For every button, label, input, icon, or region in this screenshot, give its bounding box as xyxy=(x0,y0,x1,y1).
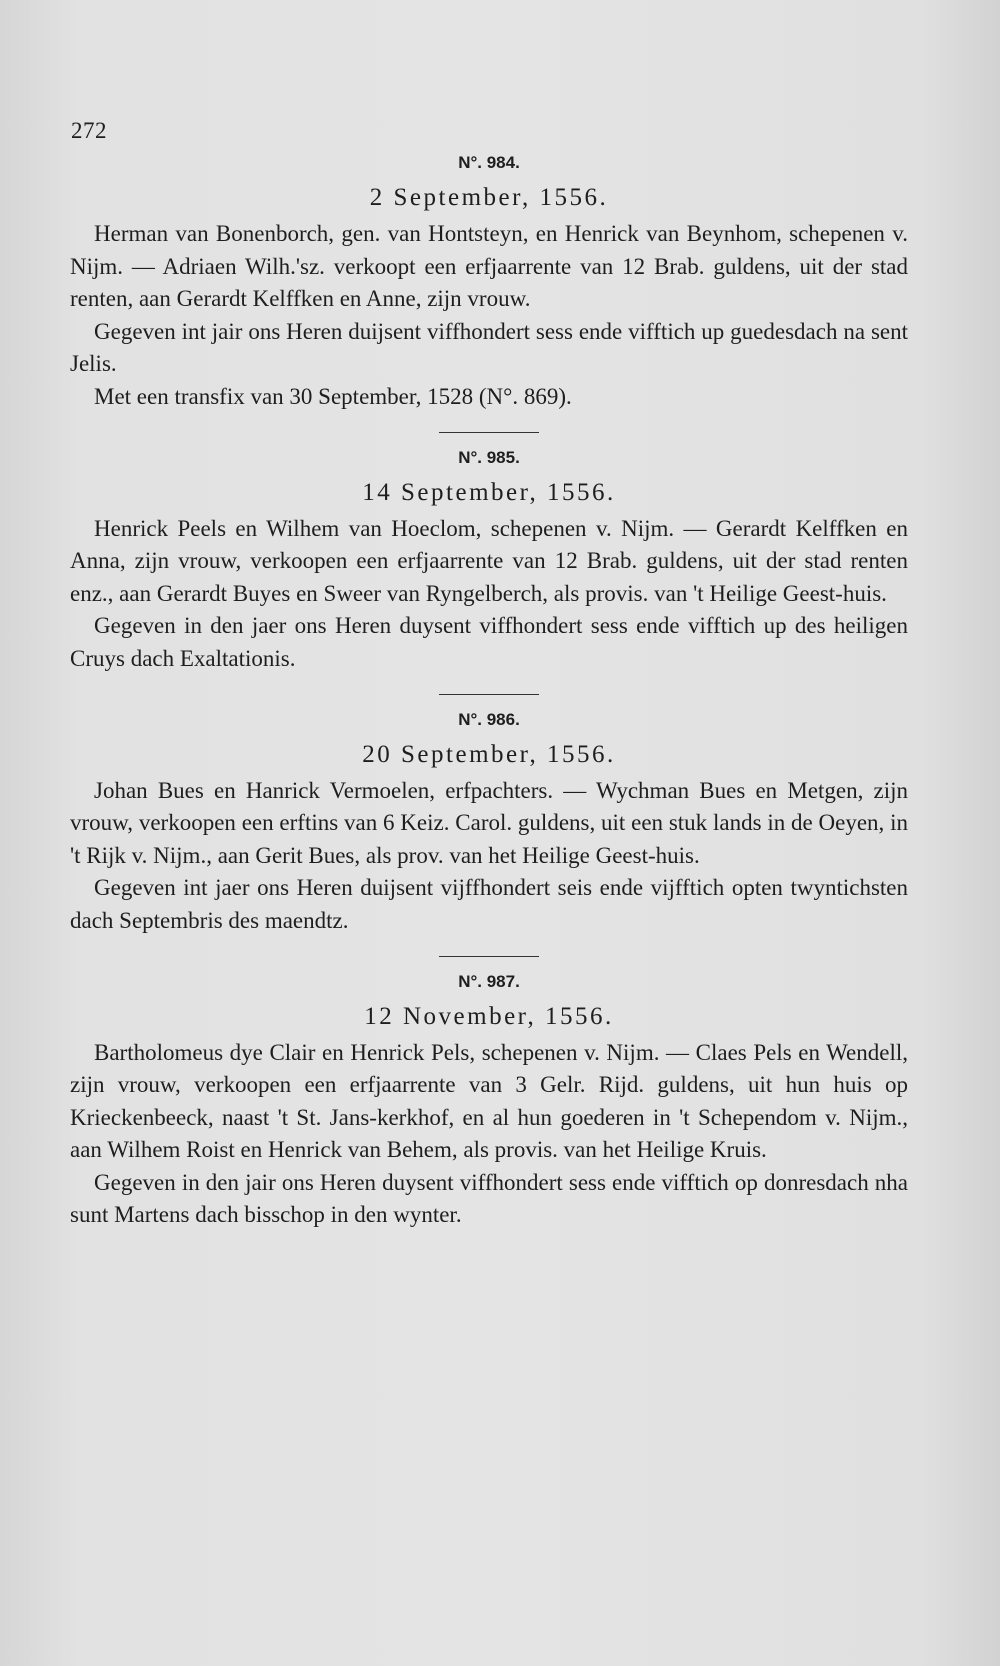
entry-985 xyxy=(70,447,908,676)
entry-number: N°. 984. xyxy=(458,153,520,172)
page-content xyxy=(70,152,908,1232)
entry-date: 2 September, 1556. xyxy=(369,184,609,211)
entry-paragraph: Henrick Peels en Wilhem van Hoeclom, schepenen v. Nijm. — Gerardt Kelffken en Anna, zijn vrouw, verkoopen een erfjaarrente van 12 Brab. guldens, uit der stad renten enz., aan Gerardt Buyes en Sweer van Ryngelberch, als provis. van 't Heilige Geest-huis. xyxy=(70,515,908,606)
section-divider xyxy=(439,432,539,433)
entry-paragraph: Gegeven int jair ons Heren duijsent viffhondert sess ende vifftich up guedesdach na sent Jelis. xyxy=(70,318,908,377)
entry-987 xyxy=(70,971,908,1233)
entry-number: N°. 987. xyxy=(458,971,520,991)
entry-number: N°. 986. xyxy=(458,709,520,729)
entry-date: 20 September, 1556. xyxy=(362,740,616,768)
section-divider xyxy=(439,956,539,957)
entry-date: 14 September, 1556. xyxy=(362,478,616,506)
entry-paragraph: Gegeven int jaer ons Heren duijsent vijffhondert seis ende vijfftich opten twyntichsten dach Septembris des maendtz. xyxy=(70,875,908,933)
entry-986 xyxy=(70,709,908,938)
entry-number: N°. 985. xyxy=(458,447,520,467)
page-number: 272 xyxy=(71,118,107,143)
entry-paragraph: Met een transfix van 30 September, 1528 (N°. 869). xyxy=(94,383,572,409)
entry-paragraph: Bartholomeus dye Clair en Henrick Pels, schepenen v. Nijm. — Claes Pels en Wendell, zijn vrouw, verkoopen een erfjaarrente van 3 Gelr. Rijd. guldens, uit hun huis op Krieckenbeeck, naast 't St. Jans-kerkhof, en al hun goederen in 't Schependom v. Nijm., aan Wilhem Roist en Henrick van Behem, als provis. van het Heilige Kruis. xyxy=(70,1039,908,1163)
entry-paragraph: Herman van Bonenborch, gen. van Hontsteyn, en Henrick van Beynhom, schepenen v. Nijm. — Adriaen Wilh.'sz. verkoopt een erfjaarrente van 12 Brab. guldens, uit der stad renten, aan Gerardt Kelffken en Anne, zijn vrouw. xyxy=(70,221,908,312)
entry-paragraph: Gegeven in den jair ons Heren duysent viffhondert sess ende vifftich op donresdach nha sunt Martens dach bisschop in den wynter. xyxy=(70,1169,908,1228)
entry-date: 12 November, 1556. xyxy=(364,1002,614,1030)
entry-paragraph: Johan Bues en Hanrick Vermoelen, erfpachters. — Wychman Bues en Metgen, zijn vrouw, verkoopen een erftins van 6 Keiz. Carol. guldens, uit een stuk lands in de Oeyen, in 't Rijk v. Nijm., aan Gerit Bues, als prov. van het Heilige Geest-huis. xyxy=(70,777,908,868)
entry-paragraph: Gegeven in den jaer ons Heren duysent viffhondert sess ende vifftich up des heiligen Cruys dach Exaltationis. xyxy=(70,613,908,671)
entry-984 xyxy=(70,152,908,414)
section-divider xyxy=(439,694,539,695)
